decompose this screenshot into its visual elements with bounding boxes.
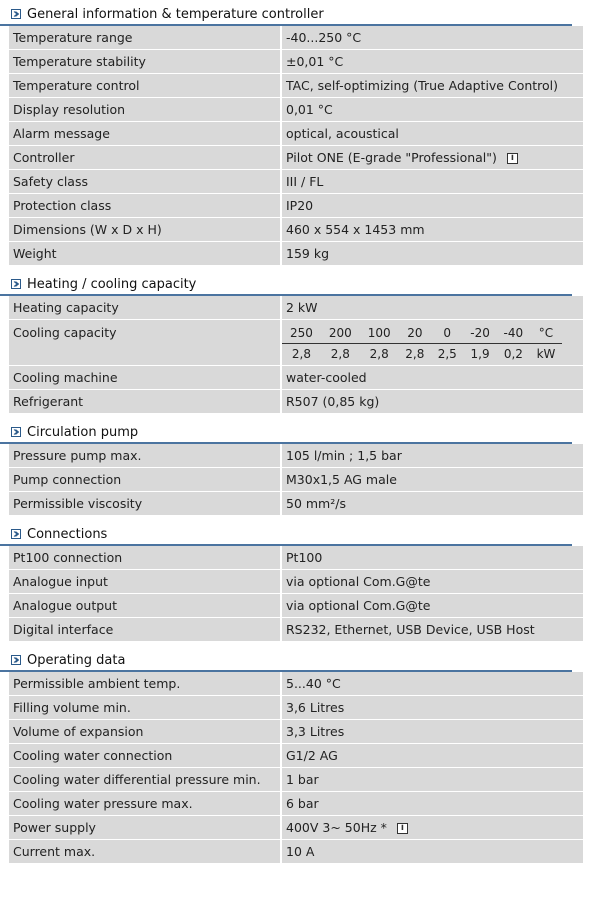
table-row	[9, 672, 583, 696]
cooling-value: 2,8	[405, 347, 425, 361]
cooling-value: 2,8	[369, 347, 389, 361]
chevron-right-box-icon[interactable]	[11, 9, 21, 19]
section-title: Connections	[27, 526, 108, 542]
row-value: 1 bar	[282, 768, 583, 792]
table-row	[9, 546, 583, 570]
row-value: via optional Com.G@te	[282, 570, 583, 594]
row-value: 5...40 °C	[282, 672, 583, 696]
cooling-value: 1,9	[470, 347, 490, 361]
spec-table-connections	[9, 546, 583, 642]
chevron-right-box-icon[interactable]	[11, 427, 21, 437]
row-value-with-info	[282, 816, 583, 840]
row-value: 105 l/min ; 1,5 bar	[282, 444, 583, 468]
row-label: Cooling machine	[9, 366, 282, 390]
table-row	[9, 122, 583, 146]
row-label: Analogue output	[9, 594, 282, 618]
table-row	[9, 98, 583, 122]
section-title: Operating data	[27, 652, 126, 668]
row-label: Permissible ambient temp.	[9, 672, 282, 696]
table-row	[9, 570, 583, 594]
spec-table-heating	[9, 296, 583, 414]
chevron-right-box-icon[interactable]	[11, 655, 21, 665]
cooling-temp-unit: °C	[530, 320, 562, 344]
section-header-connections[interactable]	[0, 524, 572, 546]
chevron-right-box-icon[interactable]	[11, 279, 21, 289]
table-row	[9, 594, 583, 618]
cooling-value: 2,8	[330, 347, 350, 361]
row-value: 460 x 554 x 1453 mm	[282, 218, 583, 242]
row-value: 3,6 Litres	[282, 696, 583, 720]
table-row	[9, 444, 583, 468]
table-row	[9, 696, 583, 720]
row-label: Weight	[9, 242, 282, 266]
row-value: Pilot ONE (E-grade "Professional")	[286, 150, 497, 165]
row-value-with-info	[282, 146, 583, 170]
row-value: Pt100	[282, 546, 583, 570]
row-label: Current max.	[9, 840, 282, 864]
row-label: Protection class	[9, 194, 282, 218]
row-label: Refrigerant	[9, 390, 282, 414]
table-row	[9, 146, 583, 170]
row-label: Volume of expansion	[9, 720, 282, 744]
spec-table-operating	[9, 672, 583, 864]
table-row	[9, 618, 583, 642]
table-row	[9, 366, 583, 390]
row-value: R507 (0,85 kg)	[282, 390, 583, 414]
row-label: Display resolution	[9, 98, 282, 122]
row-value: III / FL	[282, 170, 583, 194]
table-row-cooling-capacity	[9, 320, 583, 366]
table-row	[9, 296, 583, 320]
row-label: Digital interface	[9, 618, 282, 642]
table-row	[9, 792, 583, 816]
row-value: ±0,01 °C	[282, 50, 583, 74]
table-row	[9, 74, 583, 98]
row-value: via optional Com.G@te	[282, 594, 583, 618]
cooling-temp: 250	[282, 320, 321, 344]
section-title: Circulation pump	[27, 424, 139, 440]
row-value: 6 bar	[282, 792, 583, 816]
row-label: Controller	[9, 146, 282, 170]
cooling-value: 0,2	[503, 347, 523, 361]
table-row	[9, 170, 583, 194]
row-label: Permissible viscosity	[9, 492, 282, 516]
table-row	[9, 768, 583, 792]
section-header-heating[interactable]	[0, 274, 572, 296]
spec-table-pump	[9, 444, 583, 516]
row-label: Pump connection	[9, 468, 282, 492]
cooling-temp-row	[282, 320, 562, 344]
section-general	[0, 4, 597, 266]
row-value: 2 kW	[282, 296, 583, 320]
row-label: Cooling water differential pressure min.	[9, 768, 282, 792]
row-value: 400V 3~ 50Hz *	[286, 820, 387, 835]
row-value: 0,01 °C	[282, 98, 583, 122]
table-row	[9, 390, 583, 414]
row-value: 159 kg	[282, 242, 583, 266]
row-value: 10 A	[282, 840, 583, 864]
section-header-pump[interactable]	[0, 422, 572, 444]
table-row	[9, 468, 583, 492]
cooling-value: 2,5	[437, 347, 457, 361]
table-row	[9, 816, 583, 840]
info-icon[interactable]: i	[507, 153, 518, 164]
cooling-capacity-table-cell	[282, 320, 583, 366]
row-label: Cooling water pressure max.	[9, 792, 282, 816]
section-title: General information & temperature controller	[27, 6, 324, 22]
spec-table-general	[9, 26, 583, 266]
row-label: Alarm message	[9, 122, 282, 146]
row-label: Cooling water connection	[9, 744, 282, 768]
row-label: Analogue input	[9, 570, 282, 594]
cooling-temp: 0	[431, 320, 463, 344]
cooling-value: 2,8	[291, 347, 311, 361]
row-label: Temperature stability	[9, 50, 282, 74]
row-value: M30x1,5 AG male	[282, 468, 583, 492]
row-label: Power supply	[9, 816, 282, 840]
table-row	[9, 492, 583, 516]
row-label: Temperature control	[9, 74, 282, 98]
row-label: Heating capacity	[9, 296, 282, 320]
cooling-temp: 100	[360, 320, 399, 344]
table-row	[9, 840, 583, 864]
table-row	[9, 720, 583, 744]
row-label: Cooling capacity	[9, 320, 282, 366]
row-value: optical, acoustical	[282, 122, 583, 146]
row-label: Safety class	[9, 170, 282, 194]
cooling-temp: -40	[497, 320, 530, 344]
cooling-value-row	[282, 344, 562, 366]
section-circulation-pump	[0, 422, 597, 516]
section-title: Heating / cooling capacity	[27, 276, 197, 292]
row-value: TAC, self-optimizing (True Adaptive Control)	[282, 74, 583, 98]
row-value: water-cooled	[282, 366, 583, 390]
row-value: RS232, Ethernet, USB Device, USB Host	[282, 618, 583, 642]
row-value: G1/2 AG	[282, 744, 583, 768]
section-operating-data	[0, 650, 597, 864]
section-heating-cooling	[0, 274, 597, 414]
chevron-right-box-icon[interactable]	[11, 529, 21, 539]
cooling-temp: 20	[399, 320, 431, 344]
row-label: Temperature range	[9, 26, 282, 50]
row-value: -40...250 °C	[282, 26, 583, 50]
row-label: Pt100 connection	[9, 546, 282, 570]
cooling-value-unit: kW	[536, 347, 556, 361]
table-row	[9, 50, 583, 74]
cooling-capacity-table	[282, 320, 562, 365]
cooling-temp: 200	[321, 320, 360, 344]
row-label: Filling volume min.	[9, 696, 282, 720]
info-icon[interactable]: i	[397, 823, 408, 834]
row-value: IP20	[282, 194, 583, 218]
table-row	[9, 242, 583, 266]
section-connections	[0, 524, 597, 642]
table-row	[9, 26, 583, 50]
row-value: 3,3 Litres	[282, 720, 583, 744]
section-header-general[interactable]	[0, 4, 572, 26]
row-label: Dimensions (W x D x H)	[9, 218, 282, 242]
section-header-operating[interactable]	[0, 650, 572, 672]
row-label: Pressure pump max.	[9, 444, 282, 468]
table-row	[9, 218, 583, 242]
table-row	[9, 194, 583, 218]
cooling-temp: -20	[463, 320, 496, 344]
table-row	[9, 744, 583, 768]
row-value: 50 mm²/s	[282, 492, 583, 516]
